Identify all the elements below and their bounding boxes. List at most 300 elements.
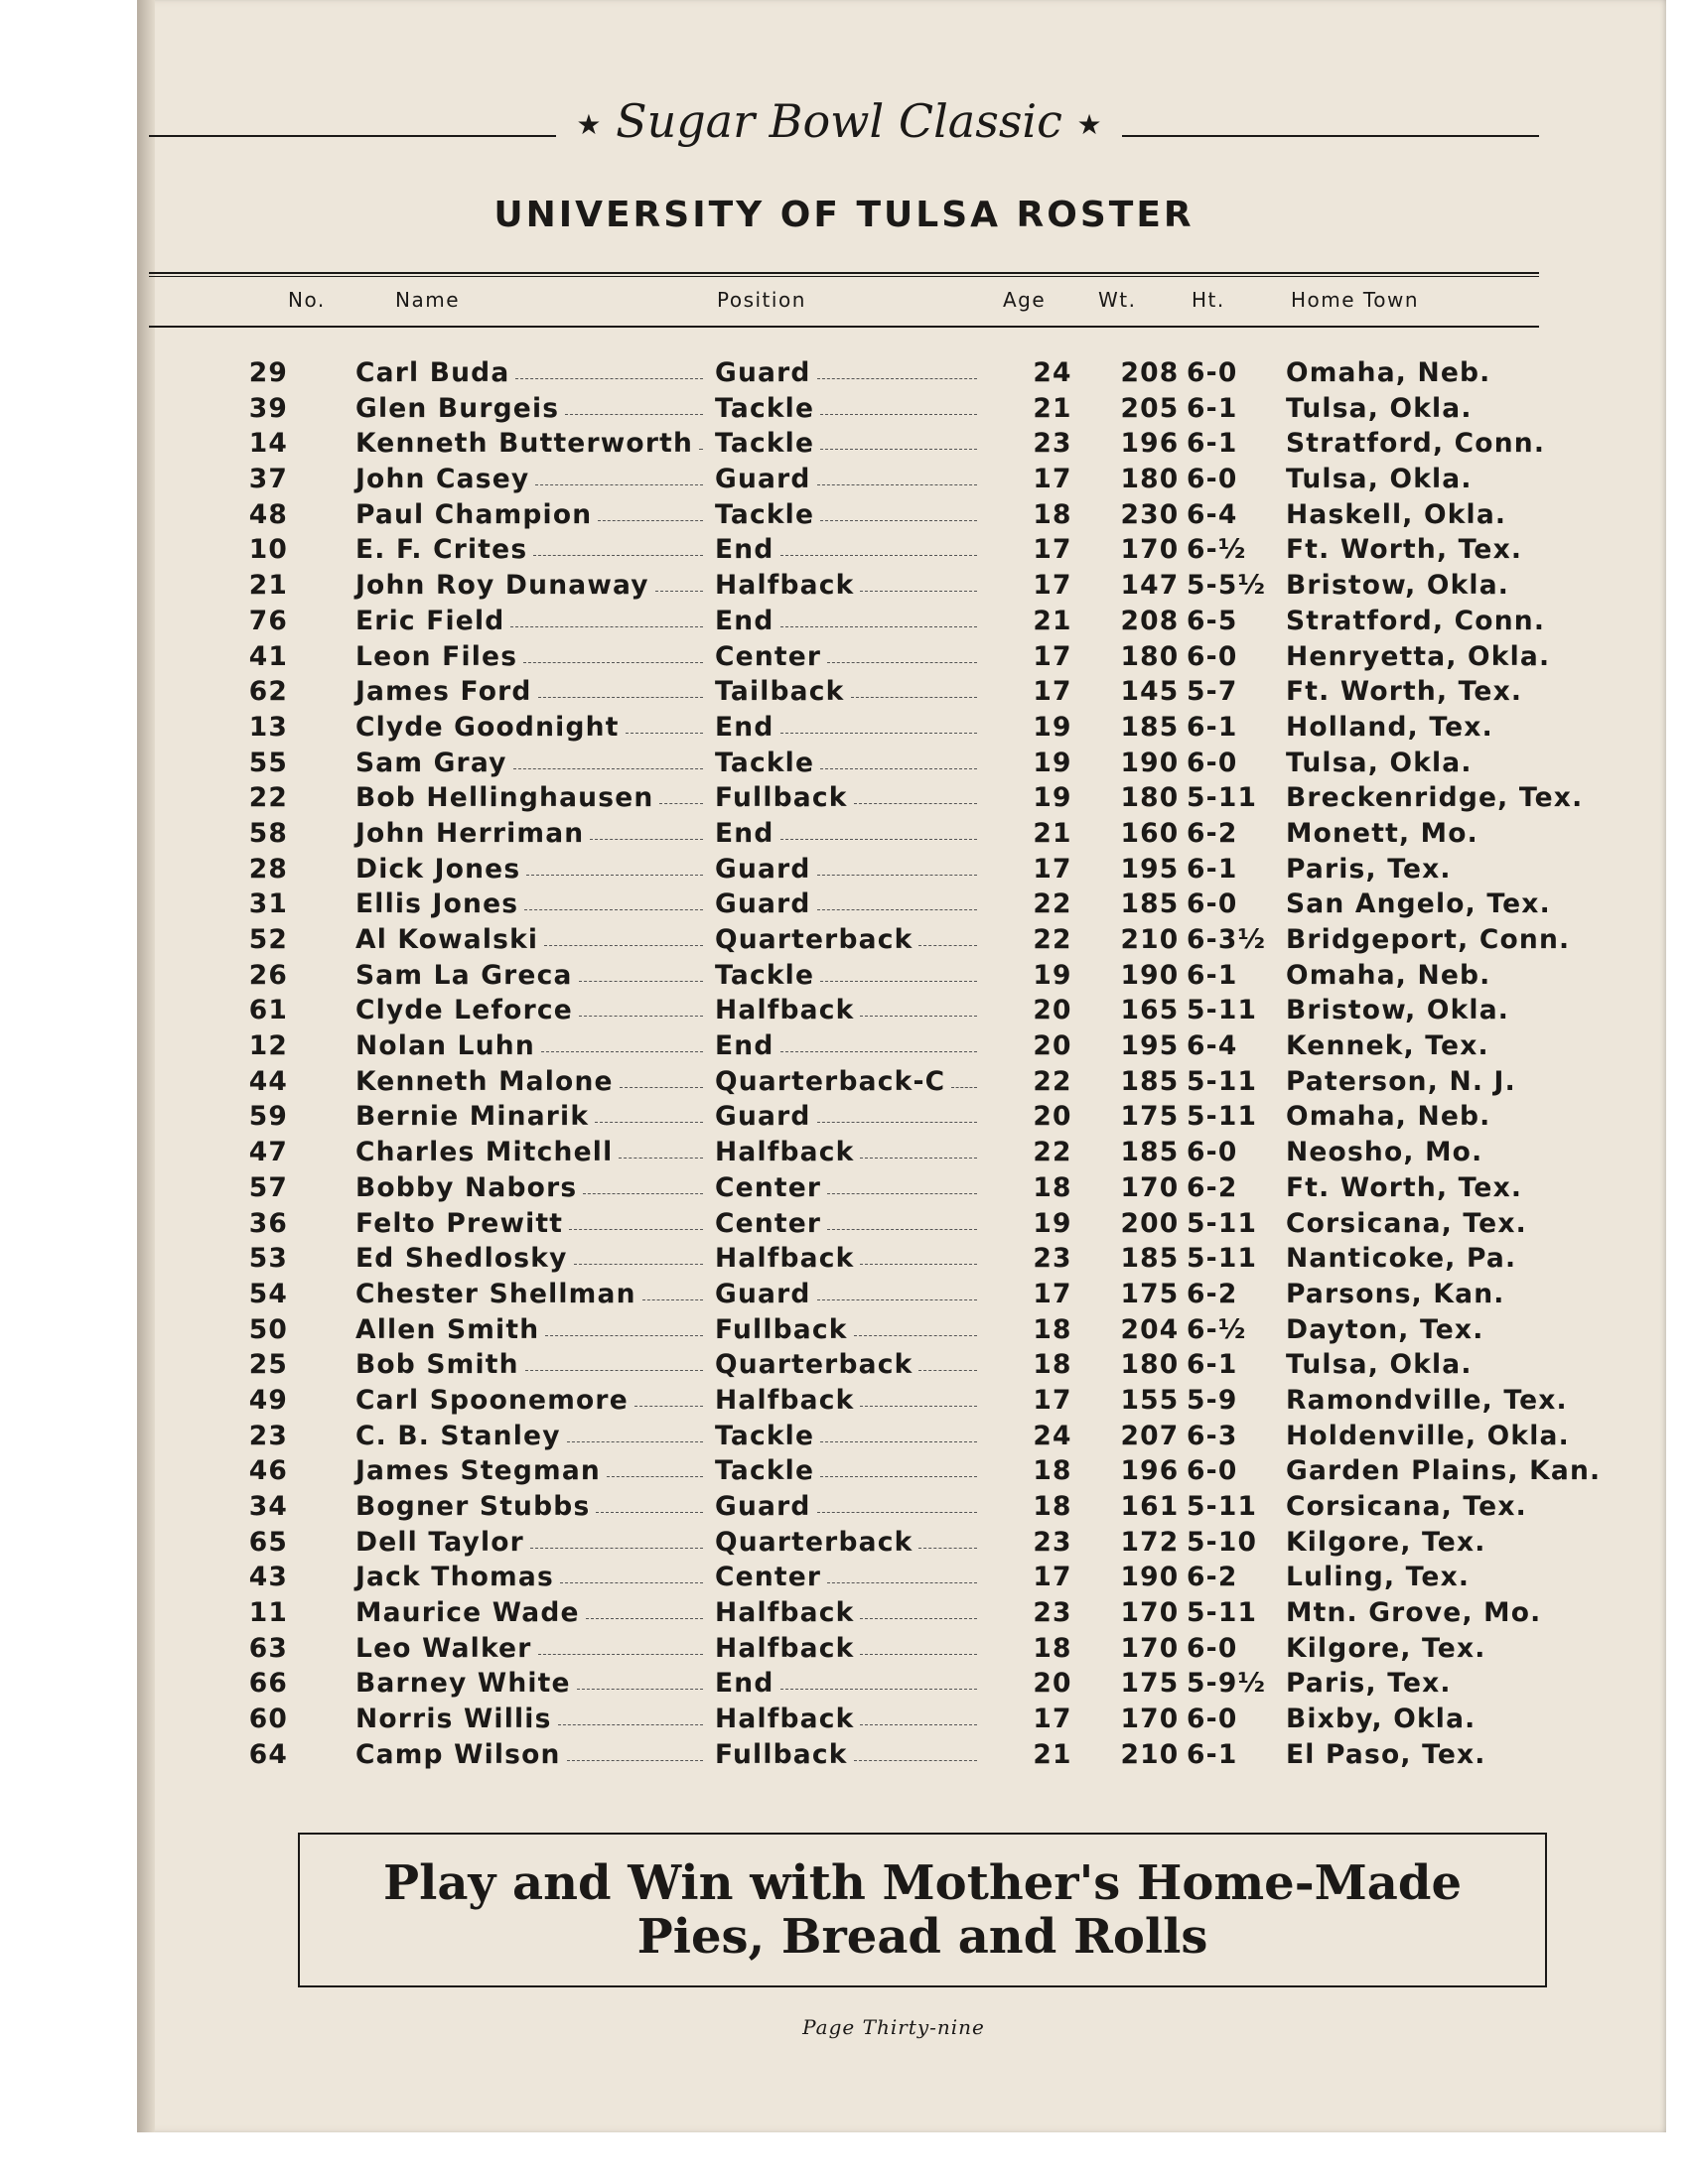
player-number: 37 xyxy=(248,464,288,495)
table-row xyxy=(149,1279,1559,1314)
roster-table xyxy=(149,357,1602,1775)
player-position-cell xyxy=(715,428,983,459)
ad-line-2: Pies, Bread and Rolls xyxy=(636,1909,1208,1965)
player-weight: 195 xyxy=(1120,1030,1180,1062)
leader-dots xyxy=(827,1229,977,1230)
player-weight: 185 xyxy=(1120,711,1180,743)
table-row xyxy=(149,818,1559,854)
player-name: Sam La Greca xyxy=(355,959,573,991)
table-row xyxy=(149,606,1559,641)
player-position: Tackle xyxy=(715,498,815,530)
player-name: Bogner Stubbs xyxy=(355,1491,591,1522)
player-position-cell xyxy=(715,1739,983,1770)
player-number: 54 xyxy=(248,1278,288,1309)
leader-dots xyxy=(851,697,978,698)
leader-dots xyxy=(951,1087,977,1088)
player-age: 21 xyxy=(1033,605,1072,636)
player-age: 23 xyxy=(1033,1597,1072,1629)
player-position-cell xyxy=(715,960,983,991)
player-number: 48 xyxy=(248,498,288,530)
player-name: Nolan Luhn xyxy=(355,1030,535,1062)
player-name: Maurice Wade xyxy=(355,1597,580,1629)
table-row xyxy=(149,1243,1559,1279)
leader-dots xyxy=(565,414,703,415)
player-hometown: Luling, Tex. xyxy=(1286,1562,1471,1593)
player-name-cell xyxy=(355,1172,709,1203)
leader-dots xyxy=(860,1264,977,1265)
player-height: 6-½ xyxy=(1187,534,1247,566)
player-name: Norris Willis xyxy=(355,1704,552,1735)
player-position: Center xyxy=(715,640,822,672)
player-position: Quarterback xyxy=(715,924,914,955)
player-name-cell xyxy=(355,995,709,1025)
player-name-cell xyxy=(355,606,709,636)
player-height: 6-1 xyxy=(1187,1349,1238,1381)
leader-dots xyxy=(544,945,703,946)
leader-dots xyxy=(860,1016,977,1017)
table-row xyxy=(149,748,1559,783)
player-position: Fullback xyxy=(715,782,848,814)
player-height: 6-1 xyxy=(1187,392,1238,424)
player-weight: 170 xyxy=(1120,1704,1180,1735)
leader-dots xyxy=(817,909,977,910)
player-number: 34 xyxy=(248,1491,288,1522)
leader-dots xyxy=(567,1760,703,1761)
player-hometown: Kennek, Tex. xyxy=(1286,1030,1489,1062)
player-position-cell xyxy=(715,1704,983,1734)
player-height: 5-11 xyxy=(1187,1065,1258,1097)
leader-dots xyxy=(820,449,977,450)
player-name: Carl Buda xyxy=(355,357,510,388)
player-hometown: Mtn. Grove, Mo. xyxy=(1286,1597,1542,1629)
player-age: 19 xyxy=(1033,711,1072,743)
table-row xyxy=(149,1597,1559,1633)
player-name: Ellis Jones xyxy=(355,888,519,920)
player-height: 6-½ xyxy=(1187,1313,1247,1345)
player-hometown: Ft. Worth, Tex. xyxy=(1286,1171,1523,1203)
leader-dots xyxy=(820,414,977,415)
table-row xyxy=(149,499,1559,535)
player-name-cell xyxy=(355,499,709,530)
leader-dots xyxy=(620,1087,703,1088)
player-age: 18 xyxy=(1033,498,1072,530)
leader-dots xyxy=(918,945,977,946)
player-hometown: Bixby, Okla. xyxy=(1286,1704,1477,1735)
player-name-cell xyxy=(355,748,709,778)
player-name-cell xyxy=(355,1314,709,1345)
player-position: Quarterback xyxy=(715,1349,914,1381)
player-weight: 195 xyxy=(1120,853,1180,885)
player-height: 6-0 xyxy=(1187,1455,1238,1487)
player-position: Guard xyxy=(715,1278,811,1309)
player-position-cell xyxy=(715,1597,983,1628)
player-number: 23 xyxy=(248,1420,288,1451)
player-name-cell xyxy=(355,1491,709,1522)
leader-dots xyxy=(827,662,977,663)
player-age: 21 xyxy=(1033,817,1072,849)
player-position-cell xyxy=(715,499,983,530)
player-position: Center xyxy=(715,1562,822,1593)
player-age: 18 xyxy=(1033,1491,1072,1522)
player-height: 6-0 xyxy=(1187,1137,1238,1168)
player-name-cell xyxy=(355,1279,709,1309)
player-weight: 175 xyxy=(1120,1101,1180,1133)
table-row xyxy=(149,428,1559,464)
player-hometown: San Angelo, Tex. xyxy=(1286,888,1551,920)
player-position-cell xyxy=(715,393,983,424)
player-weight: 170 xyxy=(1120,1597,1180,1629)
player-age: 20 xyxy=(1033,995,1072,1026)
leader-dots xyxy=(642,1299,703,1300)
player-number: 63 xyxy=(248,1632,288,1664)
player-position: Guard xyxy=(715,464,811,495)
ad-line-1: Play and Win with Mother's Home-Made xyxy=(383,1855,1462,1911)
player-hometown: Paterson, N. J. xyxy=(1286,1065,1516,1097)
player-name: Charles Mitchell xyxy=(355,1137,614,1168)
leader-dots xyxy=(854,803,977,804)
player-hometown: Henryetta, Okla. xyxy=(1286,640,1551,672)
leader-dots xyxy=(524,909,703,910)
player-position-cell xyxy=(715,1562,983,1592)
leader-dots xyxy=(619,1158,703,1159)
player-number: 44 xyxy=(248,1065,288,1097)
player-weight: 210 xyxy=(1120,924,1180,955)
player-name: Paul Champion xyxy=(355,498,593,530)
leader-dots xyxy=(541,1051,703,1052)
leader-dots xyxy=(590,839,703,840)
player-weight: 180 xyxy=(1120,464,1180,495)
player-height: 6-0 xyxy=(1187,1704,1238,1735)
player-name-cell xyxy=(355,818,709,849)
player-name-cell xyxy=(355,1243,709,1274)
leader-dots xyxy=(530,1548,703,1549)
player-name: Jack Thomas xyxy=(355,1562,554,1593)
player-height: 6-0 xyxy=(1187,357,1238,388)
player-position-cell xyxy=(715,357,983,388)
leader-dots xyxy=(577,1689,703,1690)
player-name: C. B. Stanley xyxy=(355,1420,561,1451)
player-height: 6-1 xyxy=(1187,1738,1238,1770)
leader-dots xyxy=(583,1193,703,1194)
player-name-cell xyxy=(355,1739,709,1770)
player-hometown: Ft. Worth, Tex. xyxy=(1286,676,1523,708)
leader-dots xyxy=(558,1724,703,1725)
player-position: Guard xyxy=(715,1491,811,1522)
player-number: 65 xyxy=(248,1526,288,1558)
player-number: 49 xyxy=(248,1384,288,1416)
player-number: 55 xyxy=(248,747,288,778)
player-weight: 196 xyxy=(1120,1455,1180,1487)
leader-dots xyxy=(535,484,703,485)
player-position-cell xyxy=(715,1385,983,1416)
player-position: Tackle xyxy=(715,1455,815,1487)
player-name: Barney White xyxy=(355,1668,571,1700)
player-number: 50 xyxy=(248,1313,288,1345)
leader-dots xyxy=(560,1582,703,1583)
player-position-cell xyxy=(715,1030,983,1061)
player-height: 5-11 xyxy=(1187,1491,1258,1522)
player-weight: 147 xyxy=(1120,570,1180,602)
player-hometown: Holland, Tex. xyxy=(1286,711,1493,743)
player-age: 17 xyxy=(1033,464,1072,495)
player-name: Clyde Leforce xyxy=(355,995,573,1026)
leader-dots xyxy=(574,1264,703,1265)
player-position-cell xyxy=(715,1279,983,1309)
table-row xyxy=(149,1739,1559,1775)
table-row xyxy=(149,534,1559,570)
player-name: Al Kowalski xyxy=(355,924,539,955)
player-name-cell xyxy=(355,782,709,813)
player-weight: 155 xyxy=(1120,1384,1180,1416)
player-position: Tailback xyxy=(715,676,845,708)
leader-dots xyxy=(595,1122,703,1123)
leader-dots xyxy=(780,1689,977,1690)
player-position: End xyxy=(715,534,774,566)
leader-dots xyxy=(918,1548,977,1549)
player-position: Halfback xyxy=(715,1597,855,1629)
player-hometown: Dayton, Tex. xyxy=(1286,1313,1484,1345)
player-name-cell xyxy=(355,1208,709,1239)
player-name-cell xyxy=(355,428,709,459)
leader-dots xyxy=(860,591,977,592)
leader-dots xyxy=(598,520,703,521)
player-position-cell xyxy=(715,782,983,813)
leader-dots xyxy=(820,1441,977,1442)
player-name-cell xyxy=(355,1597,709,1628)
player-weight: 190 xyxy=(1120,1562,1180,1593)
player-position-cell xyxy=(715,818,983,849)
table-row xyxy=(149,464,1559,499)
player-age: 24 xyxy=(1033,357,1072,388)
player-weight: 190 xyxy=(1120,959,1180,991)
leader-dots xyxy=(538,697,703,698)
player-name-cell xyxy=(355,1668,709,1699)
player-weight: 207 xyxy=(1120,1420,1180,1451)
player-age: 18 xyxy=(1033,1455,1072,1487)
leader-dots xyxy=(860,1618,977,1619)
player-name-cell xyxy=(355,357,709,388)
brand-text: Sugar Bowl Classic xyxy=(616,94,1062,148)
player-position-cell xyxy=(715,1066,983,1097)
player-weight: 230 xyxy=(1120,498,1180,530)
player-name-cell xyxy=(355,854,709,885)
player-weight: 170 xyxy=(1120,1632,1180,1664)
player-name-cell xyxy=(355,1633,709,1664)
table-top-rule-thin xyxy=(149,276,1539,277)
player-hometown: Bristow, Okla. xyxy=(1286,570,1510,602)
leader-dots xyxy=(820,981,977,982)
player-position: Fullback xyxy=(715,1313,848,1345)
table-row xyxy=(149,782,1584,818)
player-position: Tackle xyxy=(715,392,815,424)
player-age: 23 xyxy=(1033,428,1072,460)
player-position: Guard xyxy=(715,888,811,920)
player-position-cell xyxy=(715,1455,983,1486)
player-age: 19 xyxy=(1033,782,1072,814)
player-weight: 161 xyxy=(1120,1491,1180,1522)
table-header-rule xyxy=(149,326,1539,328)
column-header-ht: Ht. xyxy=(1192,288,1225,312)
player-name: Allen Smith xyxy=(355,1313,540,1345)
player-hometown: Kilgore, Tex. xyxy=(1286,1632,1486,1664)
table-row xyxy=(149,393,1559,429)
column-header-name: Name xyxy=(395,288,461,312)
player-number: 47 xyxy=(248,1137,288,1168)
player-height: 6-1 xyxy=(1187,428,1238,460)
player-hometown: Kilgore, Tex. xyxy=(1286,1526,1486,1558)
player-name-cell xyxy=(355,1562,709,1592)
player-age: 17 xyxy=(1033,570,1072,602)
player-weight: 208 xyxy=(1120,357,1180,388)
player-height: 6-0 xyxy=(1187,1632,1238,1664)
player-weight: 185 xyxy=(1120,1137,1180,1168)
leader-dots xyxy=(780,555,977,556)
player-weight: 205 xyxy=(1120,392,1180,424)
column-header-position: Position xyxy=(717,288,806,312)
player-weight: 160 xyxy=(1120,817,1180,849)
player-position: Fullback xyxy=(715,1738,848,1770)
player-height: 5-10 xyxy=(1187,1526,1258,1558)
player-name-cell xyxy=(355,1030,709,1061)
player-number: 58 xyxy=(248,817,288,849)
player-height: 6-2 xyxy=(1187,1562,1238,1593)
player-height: 6-1 xyxy=(1187,959,1238,991)
leader-dots xyxy=(817,875,977,876)
player-position: Quarterback-C xyxy=(715,1065,946,1097)
player-name-cell xyxy=(355,1101,709,1132)
player-number: 14 xyxy=(248,428,288,460)
leader-dots xyxy=(538,1654,704,1655)
player-number: 43 xyxy=(248,1562,288,1593)
table-row xyxy=(149,1314,1559,1350)
player-position: Halfback xyxy=(715,1384,855,1416)
page-number: Page Thirty-nine xyxy=(802,2015,985,2039)
player-weight: 175 xyxy=(1120,1278,1180,1309)
player-age: 18 xyxy=(1033,1171,1072,1203)
player-weight: 190 xyxy=(1120,747,1180,778)
player-hometown: Tulsa, Okla. xyxy=(1286,1349,1473,1381)
player-age: 23 xyxy=(1033,1243,1072,1275)
player-height: 5-9 xyxy=(1187,1384,1238,1416)
leader-dots xyxy=(817,484,977,485)
player-name-cell xyxy=(355,534,709,565)
player-age: 22 xyxy=(1033,888,1072,920)
header-rule-left xyxy=(149,135,556,137)
table-row xyxy=(149,1668,1559,1704)
player-number: 36 xyxy=(248,1207,288,1239)
player-weight: 175 xyxy=(1120,1668,1180,1700)
player-name-cell xyxy=(355,464,709,494)
player-number: 21 xyxy=(248,570,288,602)
program-header xyxy=(149,91,1539,151)
player-position-cell xyxy=(715,995,983,1025)
player-height: 6-3½ xyxy=(1187,924,1267,955)
player-weight: 185 xyxy=(1120,1243,1180,1275)
leader-dots xyxy=(626,733,703,734)
player-hometown: Tulsa, Okla. xyxy=(1286,747,1473,778)
leader-dots xyxy=(827,1582,977,1583)
player-position-cell xyxy=(715,1172,983,1203)
player-hometown: Tulsa, Okla. xyxy=(1286,392,1473,424)
player-name-cell xyxy=(355,570,709,601)
player-height: 6-2 xyxy=(1187,1278,1238,1309)
player-hometown: Omaha, Neb. xyxy=(1286,1101,1491,1133)
column-header-wt: Wt. xyxy=(1098,288,1137,312)
player-hometown: Stratford, Conn. xyxy=(1286,605,1546,636)
player-height: 5-11 xyxy=(1187,1597,1258,1629)
player-age: 22 xyxy=(1033,1065,1072,1097)
player-name-cell xyxy=(355,1349,709,1380)
player-height: 5-11 xyxy=(1187,1243,1258,1275)
player-hometown: Nanticoke, Pa. xyxy=(1286,1243,1517,1275)
player-weight: 180 xyxy=(1120,640,1180,672)
player-position: Tackle xyxy=(715,747,815,778)
player-age: 20 xyxy=(1033,1668,1072,1700)
player-age: 20 xyxy=(1033,1101,1072,1133)
player-name: Leon Files xyxy=(355,640,518,672)
table-row xyxy=(149,1527,1559,1563)
player-age: 17 xyxy=(1033,853,1072,885)
player-position-cell xyxy=(715,606,983,636)
table-row xyxy=(149,888,1559,924)
player-name-cell xyxy=(355,1704,709,1734)
player-position: Halfback xyxy=(715,1632,855,1664)
player-name: Eric Field xyxy=(355,605,505,636)
player-name: Sam Gray xyxy=(355,747,507,778)
player-age: 19 xyxy=(1033,1207,1072,1239)
player-name: Felto Prewitt xyxy=(355,1207,564,1239)
player-position: Center xyxy=(715,1171,822,1203)
player-height: 6-0 xyxy=(1187,888,1238,920)
player-hometown: Parsons, Kan. xyxy=(1286,1278,1505,1309)
player-height: 6-2 xyxy=(1187,817,1238,849)
player-number: 39 xyxy=(248,392,288,424)
column-header-town: Home Town xyxy=(1291,288,1420,312)
player-position-cell xyxy=(715,1527,983,1558)
player-number: 29 xyxy=(248,357,288,388)
player-number: 10 xyxy=(248,534,288,566)
leader-dots xyxy=(780,1051,977,1052)
player-position: Halfback xyxy=(715,1704,855,1735)
player-position: Halfback xyxy=(715,1243,855,1275)
leader-dots xyxy=(525,1370,703,1371)
player-height: 5-9½ xyxy=(1187,1668,1267,1700)
player-hometown: Stratford, Conn. xyxy=(1286,428,1546,460)
leader-dots xyxy=(860,1158,977,1159)
table-row xyxy=(149,712,1559,748)
player-number: 62 xyxy=(248,676,288,708)
player-position-cell xyxy=(715,1633,983,1664)
player-number: 66 xyxy=(248,1668,288,1700)
player-weight: 210 xyxy=(1120,1738,1180,1770)
player-position-cell xyxy=(715,1421,983,1451)
player-hometown: Corsicana, Tex. xyxy=(1286,1207,1527,1239)
player-position-cell xyxy=(715,854,983,885)
player-hometown: Omaha, Neb. xyxy=(1286,959,1491,991)
player-position: Halfback xyxy=(715,570,855,602)
player-number: 53 xyxy=(248,1243,288,1275)
player-name: John Casey xyxy=(355,464,530,495)
player-height: 6-1 xyxy=(1187,711,1238,743)
player-hometown: Haskell, Okla. xyxy=(1286,498,1507,530)
player-age: 17 xyxy=(1033,676,1072,708)
player-height: 6-5 xyxy=(1187,605,1238,636)
leader-dots xyxy=(780,733,977,734)
player-position: End xyxy=(715,711,774,743)
table-row xyxy=(149,1101,1559,1137)
player-position: Guard xyxy=(715,853,811,885)
player-hometown: Garden Plains, Kan. xyxy=(1286,1455,1602,1487)
